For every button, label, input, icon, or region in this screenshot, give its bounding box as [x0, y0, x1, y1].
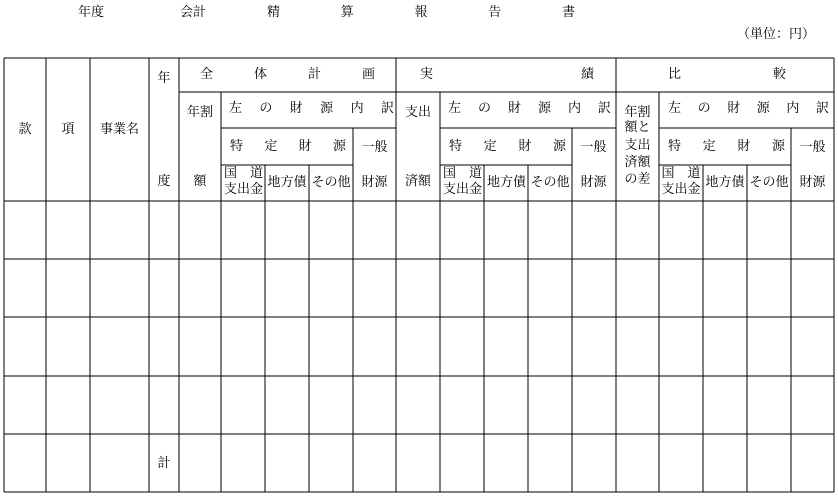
unit-label: （単位：円） [737, 27, 816, 42]
header-shishutsu-bottom: 済額 [404, 174, 431, 189]
header-ippan-top-2: 一般 [580, 140, 607, 155]
header-sa-line: 年割 [624, 105, 651, 120]
header-kokko-bottom-2: 支出金 [442, 182, 482, 197]
header-ippan-top-1: 一般 [361, 140, 388, 155]
header-jigyo: 事業名 [99, 122, 139, 137]
title-char: 告 [488, 5, 502, 20]
header-kokko-top-1: 国 道 [223, 166, 263, 181]
header-char: 定 [264, 139, 278, 154]
header-chihosai-3: 地方債 [705, 175, 745, 190]
header-char: 績 [580, 67, 594, 82]
header-zentai-keikaku [200, 68, 375, 82]
header-hidari-uchiwake-1 [229, 102, 394, 116]
header-hikaku [668, 68, 786, 82]
header-kokko-top-3: 国 道 [661, 166, 701, 181]
header-char: 特 [668, 139, 682, 154]
header-ippan-bottom-2: 財源 [580, 175, 607, 190]
header-char: 定 [483, 139, 497, 154]
header-kan: 款 [18, 122, 32, 137]
header-sa-line: 支出 [624, 138, 651, 153]
header-char: 内 [786, 101, 800, 116]
title-char: 報 [414, 5, 428, 20]
header-sa-line: 済額 [624, 155, 651, 170]
header-char: 訳 [597, 101, 611, 116]
header-char: 財 [507, 101, 521, 116]
header-tokutei-zaigen-2 [449, 140, 566, 154]
header-shishutsu-top: 支出 [404, 105, 431, 120]
header-hidari-uchiwake-2 [448, 102, 611, 116]
header-char: 財 [727, 101, 741, 116]
header-char: 画 [361, 67, 375, 82]
header-char: 源 [320, 101, 334, 116]
title-char: 書 [561, 5, 575, 20]
header-char: 源 [756, 101, 770, 116]
header-char: 源 [552, 139, 566, 154]
title-char: 算 [340, 5, 354, 20]
header-char: 源 [537, 101, 551, 116]
header-char: 左 [229, 101, 243, 116]
header-chihosai-2: 地方債 [486, 175, 526, 190]
header-char: 内 [567, 101, 581, 116]
header-char: の [697, 101, 711, 116]
header-char: 特 [449, 139, 463, 154]
header-char: 特 [230, 139, 244, 154]
header-hidari-uchiwake-3 [668, 102, 829, 116]
header-nenkatsu-top: 年割 [186, 105, 213, 120]
header-kokko-bottom-3: 支出金 [661, 182, 701, 197]
header-sa-line: 額と [624, 120, 651, 135]
header-chihosai-1: 地方債 [267, 175, 307, 190]
total-label: 計 [157, 456, 171, 471]
header-sa-line: の差 [624, 172, 651, 187]
header-kokko-bottom-1: 支出金 [223, 182, 263, 197]
header-ippan-bottom-1: 財源 [361, 175, 388, 190]
header-kou: 項 [61, 122, 75, 137]
header-sonota-3: その他 [749, 175, 789, 190]
header-tokutei-zaigen-3 [668, 140, 785, 154]
header-char: 全 [200, 67, 214, 82]
header-sonota-2: その他 [530, 175, 570, 190]
header-char: 財 [518, 139, 532, 154]
header-jisseki [420, 68, 594, 82]
header-char: 訳 [380, 101, 394, 116]
title-kaikei: 会計 [180, 5, 207, 20]
header-char: 源 [332, 139, 346, 154]
header-char: 源 [771, 139, 785, 154]
title-year: 年度 [78, 5, 105, 20]
header-char: の [259, 101, 273, 116]
header-char: 定 [702, 139, 716, 154]
header-sonota-1: その他 [311, 175, 351, 190]
header-ippan-bottom-3: 財源 [799, 175, 826, 190]
header-char: 財 [298, 139, 312, 154]
header-char: 実 [420, 67, 434, 82]
header-char: 左 [668, 101, 682, 116]
header-char: 体 [253, 67, 267, 82]
header-char: 較 [772, 67, 786, 82]
header-char: 比 [668, 67, 682, 82]
header-char: 左 [448, 101, 462, 116]
header-nendo-bottom: 度 [157, 174, 171, 189]
header-nenkatsu-bottom: 額 [193, 174, 207, 189]
header-char: の [477, 101, 491, 116]
header-char: 計 [307, 67, 321, 82]
header-kokko-top-2: 国 道 [442, 166, 482, 181]
header-nendo-top: 年 [157, 71, 171, 86]
header-char: 財 [737, 139, 751, 154]
header-char: 内 [350, 101, 364, 116]
header-tokutei-zaigen-1 [230, 140, 346, 154]
header-ippan-top-3: 一般 [799, 140, 826, 155]
header-char: 財 [289, 101, 303, 116]
header-char: 訳 [815, 101, 829, 116]
title-char: 精 [267, 5, 281, 20]
